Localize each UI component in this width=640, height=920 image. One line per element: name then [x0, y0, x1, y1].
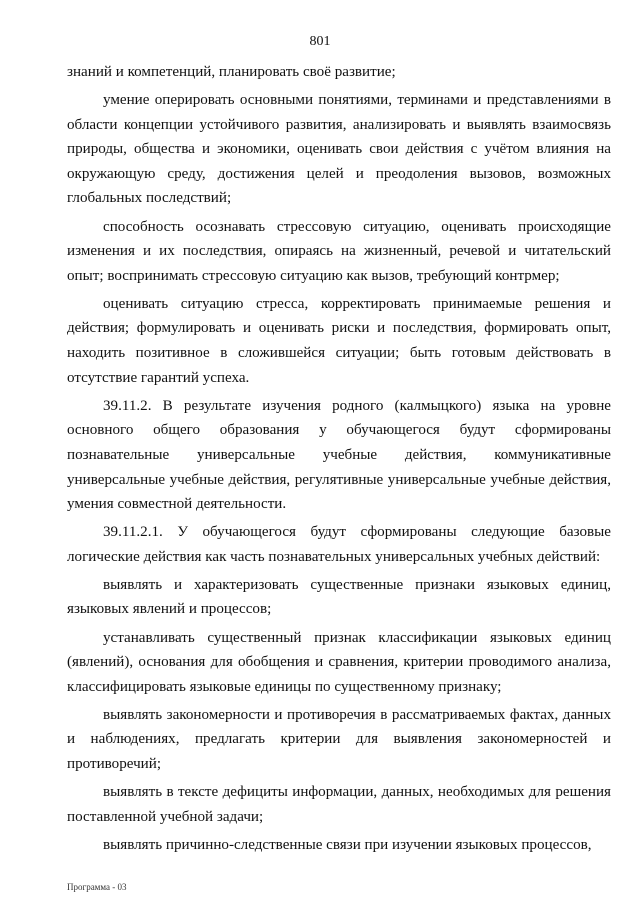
footer-label: Программа - 03: [67, 882, 127, 892]
paragraph: выявлять в тексте дефициты информации, данных, необходимых для решения поставленной учебной задачи;: [67, 784, 611, 825]
body-text: [67, 60, 611, 861]
paragraph: 39.11.2. В результате изучения родного (калмыцкого) языка на уровне основного общего образования у обучающегося будут сформированы познавательные универсальные учебные действия, коммуникативные универсальные учебные действия, регулятивные универсальные учебные действия, умения совместной деятельности.: [67, 397, 611, 513]
paragraph: оценивать ситуацию стресса, корректировать принимаемые решения и действия; формулировать и оценивать риски и последствия, формировать опыт, находить позитивное в сложившейся ситуации; быть готовым действовать в отсутствие гарантий успеха.: [67, 295, 611, 386]
paragraph: умение оперировать основными понятиями, терминами и представлениями в области концепции устойчивого развития, анализировать и выявлять взаимосвязь природы, общества и экономики, оценивать свои действия с учётом влияния на окружающую среду, достижения целей и преодоления вызовов, возможных глобальных последствий;: [67, 92, 611, 207]
paragraph: способность осознавать стрессовую ситуацию, оценивать происходящие изменения и их последствия, опираясь на жизненный, речевой и читательский опыт; воспринимать стрессовую ситуацию как вызов, требующий контрмер;: [67, 218, 611, 284]
paragraph: устанавливать существенный признак классификации языковых единиц (явлений), основания для обобщения и сравнения, критерии проводимого анализа, классифицировать языковые единицы по существенному признаку;: [67, 629, 611, 695]
paragraph: выявлять закономерности и противоречия в рассматриваемых фактах, данных и наблюдениях, предлагать критерии для выявления закономерностей и противоречий;: [67, 706, 611, 773]
paragraph: выявлять причинно-следственные связи при изучении языковых процессов,: [103, 836, 592, 853]
page-number: 801: [309, 34, 331, 49]
paragraph: выявлять и характеризовать существенные признаки языковых единиц, языковых явлений и процессов;: [67, 576, 611, 618]
paragraph: 39.11.2.1. У обучающегося будут сформированы следующие базовые логические действия как часть познавательных универсальных учебных действий:: [67, 524, 611, 565]
paragraph: знаний и компетенций, планировать своё развитие;: [67, 64, 396, 80]
